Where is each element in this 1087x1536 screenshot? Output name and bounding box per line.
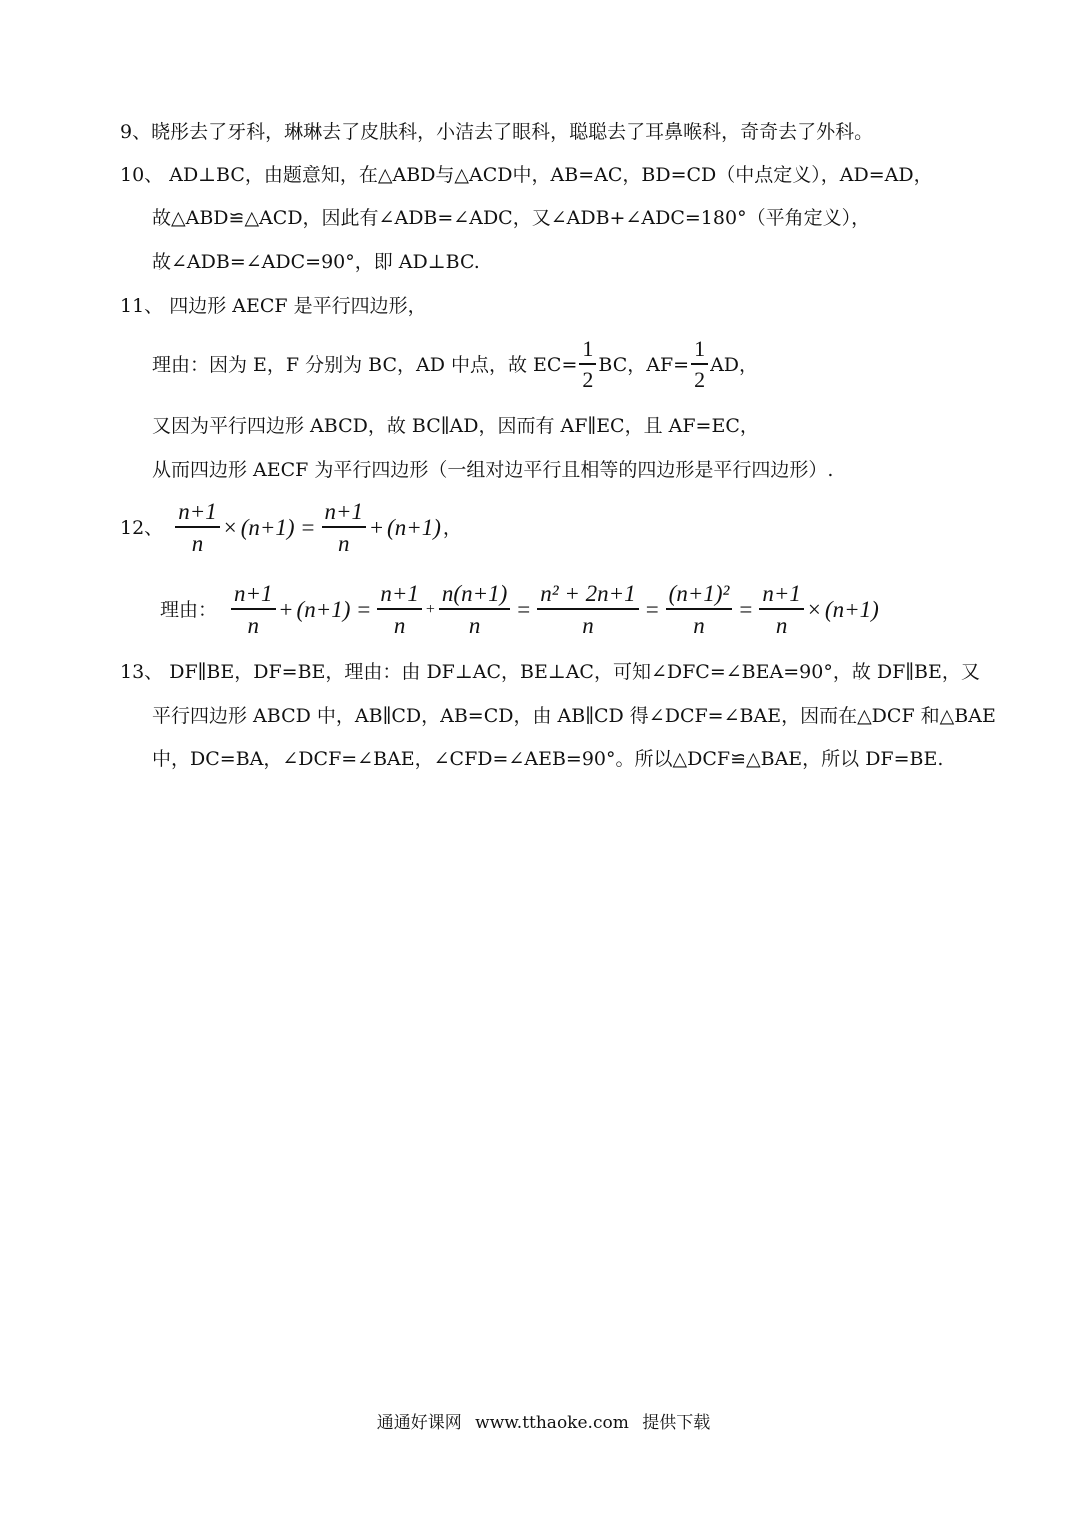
fraction-n-times-n-plus-1-over-n: $\frac{n(n+1)}{n}$ [439,582,510,637]
q12-reason-label: 理由： [160,598,218,621]
fraction-n-plus-1-over-n: $\frac{n+1}{n}$ [759,582,804,637]
q13-line1: 13、 DF∥BE，DF=BE，理由：由 DF⊥AC，BE⊥AC，可知∠DFC=∠BEA=90°，故 DF∥BE，又 [120,661,980,683]
q11-line3: 又因为平行四边形 ABCD，故 BC∥AD，因而有 AF∥EC，且 AF=EC， [152,415,759,437]
q10-line3: 故∠ADB=∠ADC=90°，即 AD⊥BC. [152,251,480,273]
q13-line3: 中，DC=BA，∠DCF=∠BAE，∠CFD=∠AEB=90°。所以△DCF≌△BAE，所以 DF=BE. [152,748,944,770]
fraction-n-plus-1-squared-over-n: $\frac{\text{(n+1)²}}{n}$ [666,582,733,637]
q11-line1: 11、 四边形 AECF 是平行四边形， [120,295,427,317]
page-footer [0,1408,1087,1433]
q12-label: 12、 [120,516,164,539]
footer-suffix: 提供下载 [642,1413,711,1433]
fraction-n-plus-1-over-n: $\frac{n+1}{n}$ [175,500,220,555]
fraction-n-plus-1-over-n: $\frac{n+1}{n}$ [377,582,422,637]
fraction-one-half: $\frac{1}{2}$ [579,338,596,391]
q11-reason-c: AD， [710,353,759,376]
fraction-n-plus-1-over-n: $\frac{n+1}{n}$ [231,582,276,637]
q11-reason-b: BC，AF= [598,353,690,376]
q12-reason: 理由： $\frac{n+1}{n}$ + (n+1) = $\frac{n+1}{n}$ + $\frac{n(n+1)}{n}$ = $\frac{\text{n² + 2n+1}}{n}$ = $\frac{\text{(n+1)²}}{n}$ = $\frac{n+1}{n}$ × (n+1) [160,581,879,638]
q12-equation: 12、 $\frac{n+1}{n}$ × (n+1) = $\frac{n+1}{n}$ + (n+1) ， [120,499,462,556]
q9-text: 9、晓彤去了牙科，琳琳去了皮肤科，小洁去了眼科，聪聪去了耳鼻喉科，奇奇去了外科。 [120,121,874,143]
q11-reason-a: 理由：因为 E，F 分别为 BC，AD 中点，故 EC= [152,353,578,376]
fraction-n-squared-plus-2n-plus-1-over-n: $\frac{\text{n² + 2n+1}}{n}$ [537,582,638,637]
q11-reason [152,338,758,391]
q13-line2: 平行四边形 ABCD 中，AB∥CD，AB=CD，由 AB∥CD 得∠DCF=∠BAE，因而在△DCF 和△BAE [152,705,996,727]
footer-site-name: 通通好课网 [376,1413,462,1433]
fraction-one-half: $\frac{1}{2}$ [691,338,708,391]
fraction-n-plus-1-over-n: $\frac{n+1}{n}$ [322,500,367,555]
footer-url-link[interactable]: www.tthaoke.com [475,1413,629,1433]
q10-line1: 10、 AD⊥BC，由题意知，在△ABD与△ACD中，AB=AC，BD=CD（中点定义），AD=AD， [120,164,933,186]
q10-line2: 故△ABD≌△ACD，因此有∠ADB=∠ADC，又∠ADB+∠ADC=180°（平角定义）， [152,207,871,229]
q11-line4: 从而四边形 AECF 为平行四边形（一组对边平行且相等的四边形是平行四边形）. [152,459,834,481]
